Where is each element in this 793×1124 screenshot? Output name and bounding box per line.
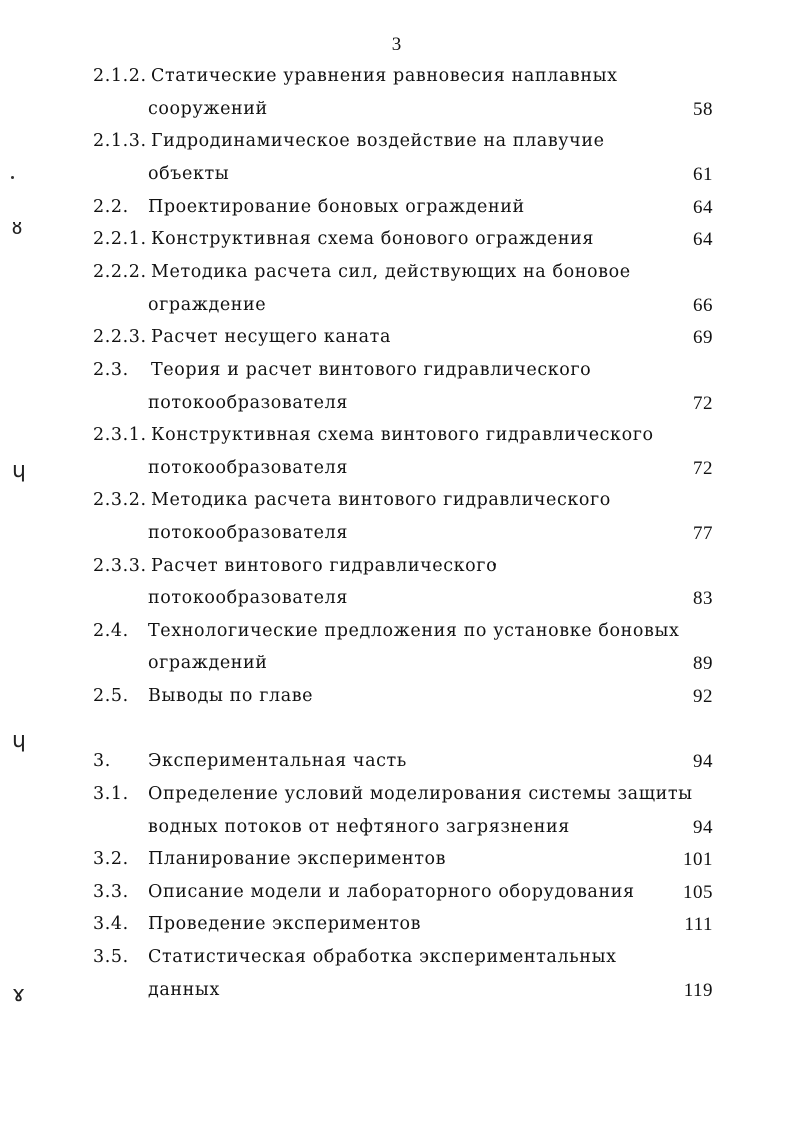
toc-page: 61: [693, 164, 713, 185]
toc-entry-continuation: [148, 458, 713, 491]
toc-entry: [93, 66, 713, 99]
toc-page: 89: [693, 653, 713, 674]
toc-page: 64: [693, 197, 713, 218]
toc-number: 2.2.1.: [93, 229, 147, 249]
toc-page: 92: [693, 686, 713, 707]
toc-title: водных потоков от нефтяного загрязнения: [148, 817, 570, 837]
toc-number: 2.1.2.: [93, 66, 147, 86]
toc-title: потокообразователя: [148, 393, 348, 413]
toc-title: Определение условий моделирования системы защиты: [148, 784, 693, 804]
toc-entry-continuation: [148, 295, 713, 328]
toc-title: потокообразователя: [148, 458, 348, 478]
toc-entry: [93, 784, 713, 817]
toc-number: 2.4.: [93, 621, 129, 641]
toc-title: Описание модели и лабораторного оборудования: [148, 882, 635, 902]
margin-mark-icon: ɤ: [12, 982, 26, 1007]
toc-entry: [93, 686, 713, 719]
toc-title: данных: [148, 980, 220, 1000]
toc-page: 64: [693, 229, 713, 250]
toc-page: 101: [683, 849, 713, 870]
toc-title: Статические уравнения равновесия наплавных: [151, 66, 618, 86]
margin-mark-icon: ɥ: [12, 728, 26, 753]
toc-entry: [93, 197, 713, 230]
toc-title: Технологические предложения по установке боновых: [148, 621, 680, 641]
toc-number: 2.2.3.: [93, 327, 147, 347]
toc-number: 2.5.: [93, 686, 129, 706]
toc-title: Проведение экспериментов: [148, 914, 422, 934]
toc-entry: [93, 229, 713, 262]
margin-mark-icon: ɥ: [12, 458, 26, 483]
toc-number: 3.5.: [93, 947, 129, 967]
toc-entry-continuation: [148, 164, 713, 197]
toc-title: Планирование экспериментов: [148, 849, 447, 869]
toc-entry-continuation: [148, 980, 713, 1013]
toc-title: Методика расчета сил, действующих на боновое: [151, 262, 631, 282]
toc-page: 83: [693, 588, 713, 609]
toc-title: Выводы по главе: [148, 686, 314, 706]
toc-title: ограждение: [148, 295, 267, 315]
toc-page: 69: [693, 327, 713, 348]
toc-number: 3.: [93, 751, 111, 771]
toc-page: 94: [693, 751, 713, 772]
toc-page: 77: [693, 523, 713, 544]
toc-title: Методика расчета винтового гидравлического: [151, 490, 611, 510]
toc-entry-continuation: [148, 653, 713, 686]
toc-number: 2.1.3.: [93, 131, 147, 151]
toc-page: 94: [693, 817, 713, 838]
toc-entry: [93, 849, 713, 882]
toc-number: 3.1.: [93, 784, 129, 804]
toc-title: потокообразователя: [148, 588, 348, 608]
toc-title: Экспериментальная часть: [148, 751, 407, 771]
toc-entry-continuation: [148, 393, 713, 426]
toc-entry: [93, 914, 713, 947]
toc-number: 3.3.: [93, 882, 129, 902]
toc-title: Статистическая обработка экспериментальных: [148, 947, 617, 967]
toc-entry: [93, 425, 713, 458]
toc-entry: [93, 131, 713, 164]
toc-entry: [93, 262, 713, 295]
toc-title: потокообразователя: [148, 523, 348, 543]
speck-dot: [11, 176, 14, 179]
toc-title: объекты: [148, 164, 230, 184]
toc-entry-continuation: [148, 523, 713, 556]
toc-entry: [93, 882, 713, 915]
toc-number: 2.2.: [93, 197, 129, 217]
toc-title: Гидродинамическое воздействие на плавучие: [151, 131, 605, 151]
toc-page: 119: [683, 980, 713, 1001]
toc-entry-continuation: [148, 588, 713, 621]
toc-page: 72: [693, 393, 713, 414]
toc-page: 66: [693, 295, 713, 316]
toc-number: 2.3.1.: [93, 425, 147, 445]
toc-number: 2.2.2.: [93, 262, 147, 282]
toc-number: 2.3.: [93, 360, 129, 380]
toc-title: сооружений: [148, 99, 268, 119]
toc-entry-continuation: [148, 817, 713, 850]
toc-title: Проектирование боновых ограждений: [148, 197, 525, 217]
toc-number: 3.4.: [93, 914, 129, 934]
toc-page: 105: [683, 882, 713, 903]
toc-page: 72: [693, 458, 713, 479]
toc-number: 2.3.2.: [93, 490, 147, 510]
toc-entry-continuation: [148, 99, 713, 132]
margin-mark-icon: ᴕ: [12, 215, 23, 240]
toc-entry: [93, 327, 713, 360]
toc-number: 2.3.3.: [93, 556, 147, 576]
toc-entry: [93, 490, 713, 523]
toc-title: ограждений: [148, 653, 268, 673]
toc-entry: [93, 751, 713, 784]
toc-title: Теория и расчет винтового гидравлического: [151, 360, 592, 380]
toc-title: Расчет винтового гидравлического: [151, 556, 498, 576]
toc-entry: [93, 621, 713, 654]
toc-entry: [93, 947, 713, 980]
toc-entry: [93, 556, 713, 589]
page-number: 3: [391, 34, 402, 55]
toc-number: 3.2.: [93, 849, 129, 869]
toc-entry: [93, 360, 713, 393]
toc-title: Конструктивная схема винтового гидравлического: [151, 425, 654, 445]
toc-page: 58: [693, 99, 713, 120]
toc-title: Расчет несущего каната: [151, 327, 391, 347]
toc-title: Конструктивная схема бонового ограждения: [151, 229, 595, 249]
toc-page: 111: [684, 914, 713, 935]
